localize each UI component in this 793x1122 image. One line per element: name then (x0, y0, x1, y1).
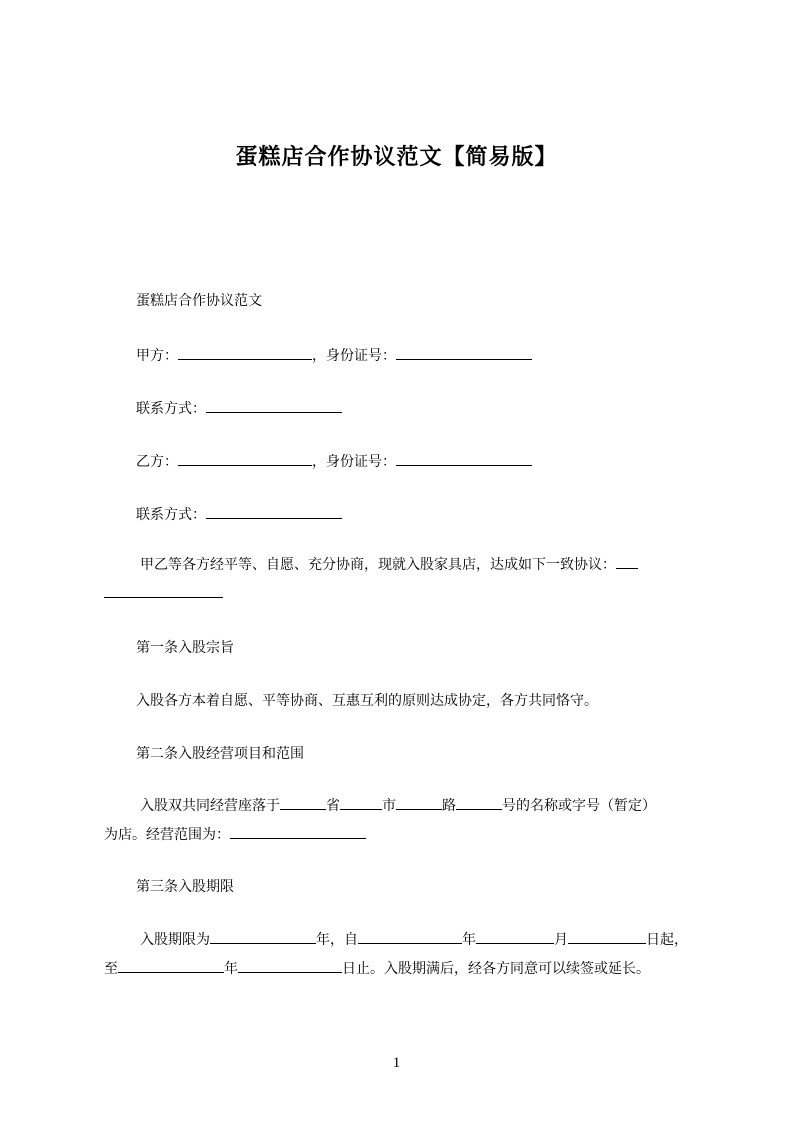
province-label: 省 (326, 798, 340, 814)
party-b-contact-blank (206, 504, 342, 519)
article2-line2-prefix: 为店。经营范围为： (104, 827, 230, 843)
business-scope-blank (230, 824, 366, 839)
end-date-blank (238, 958, 342, 973)
end-year-blank (118, 958, 224, 973)
term-years-blank (210, 929, 316, 944)
party-b-label: 乙方： (136, 454, 178, 470)
start-month-blank (476, 929, 554, 944)
month-label: 月 (554, 932, 568, 948)
number-blank (456, 795, 502, 810)
party-a-line (136, 345, 532, 366)
party-b-contact-line (136, 504, 342, 525)
article3-line1-prefix: 入股期限为 (140, 932, 210, 948)
province-blank (280, 795, 326, 810)
article1-heading: 第一条入股宗旨 (136, 640, 234, 656)
party-a-name-blank (178, 345, 312, 360)
end-text: 日止。入股期满后，经各方同意可以续签或延长。 (342, 961, 650, 977)
article2-paragraph (104, 792, 704, 850)
article3-heading: 第三条入股期限 (136, 879, 234, 895)
party-b-id-label: ，身份证号： (312, 454, 396, 470)
party-a-id-label: ，身份证号： (312, 348, 396, 364)
intro-blank-2 (104, 583, 223, 598)
year-to-label: 年 (224, 961, 238, 977)
party-b-id-blank (396, 451, 532, 466)
intro-paragraph (104, 551, 704, 609)
road-label: 路 (442, 798, 456, 814)
start-day-blank (568, 929, 646, 944)
name-suffix: 号的名称或字号（暂定） (502, 798, 656, 814)
year-label: 年 (462, 932, 476, 948)
document-title: 蛋糕店合作协议范文【简易版】 (235, 145, 558, 170)
article3-paragraph (104, 926, 704, 984)
intro-blank-1 (616, 554, 638, 569)
city-label: 市 (382, 798, 396, 814)
party-a-contact-line (136, 398, 342, 419)
page-number: 1 (392, 1055, 401, 1071)
party-a-contact-label: 联系方式： (136, 401, 206, 417)
party-b-name-blank (178, 451, 312, 466)
party-a-contact-blank (206, 398, 342, 413)
party-b-line (136, 451, 532, 472)
article2-line1-prefix: 入股双共同经营座落于 (140, 798, 280, 814)
party-a-id-blank (396, 345, 532, 360)
day-start-label: 日起， (646, 932, 688, 948)
article3-line2-prefix: 至 (104, 961, 118, 977)
city-blank (340, 795, 382, 810)
year-from-label: 年，自 (316, 932, 358, 948)
start-year-blank (358, 929, 462, 944)
intro-text: 甲乙等各方经平等、自愿、充分协商，现就入股家具店，达成如下一致协议： (140, 557, 616, 573)
party-a-label: 甲方： (136, 348, 178, 364)
article1-text: 入股各方本着自愿、平等协商、互惠互利的原则达成协定，各方共同恪守。 (136, 693, 598, 709)
party-b-contact-label: 联系方式： (136, 507, 206, 523)
article2-heading: 第二条入股经营项目和范围 (136, 746, 304, 762)
document-subtitle: 蛋糕店合作协议范文 (136, 293, 262, 309)
road-blank (396, 795, 442, 810)
